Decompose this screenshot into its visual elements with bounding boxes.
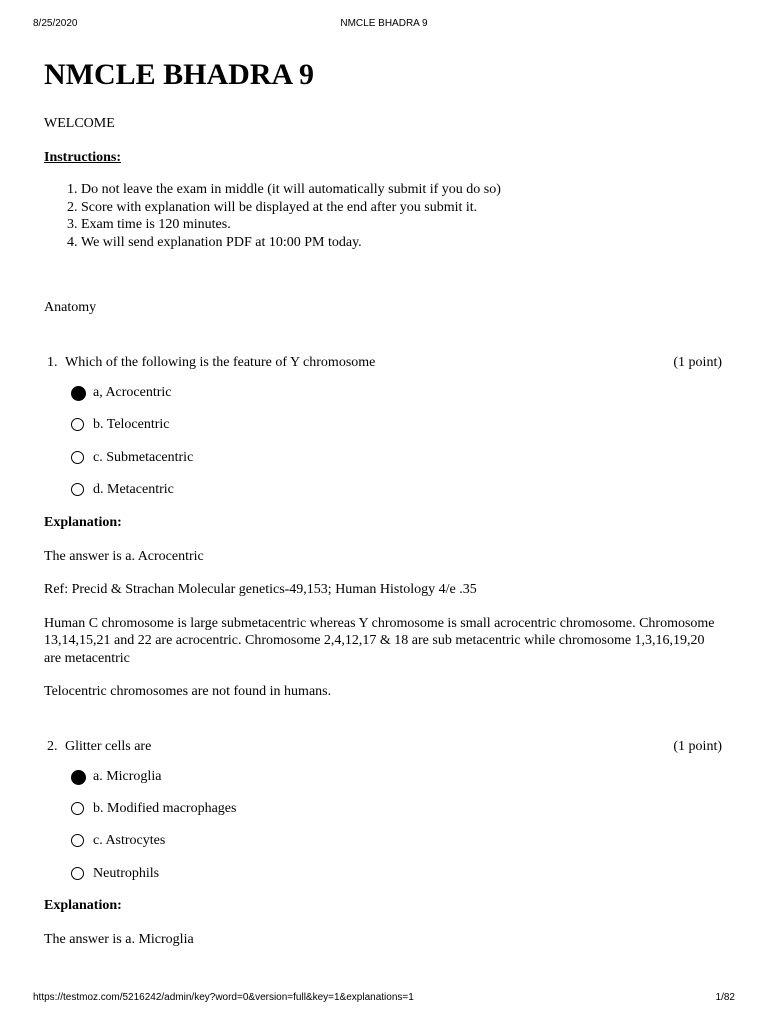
answer-options	[44, 384, 724, 514]
answer-option[interactable]	[44, 449, 724, 481]
explanation-paragraph: Telocentric chromosomes are not found in humans.	[44, 684, 332, 700]
radio-empty-icon[interactable]	[71, 802, 84, 815]
radio-empty-icon[interactable]	[71, 418, 84, 431]
instruction-item: 3. Exam time is 120 minutes.	[81, 216, 724, 234]
explanation-paragraph: Ref: Precid & Strachan Molecular genetics-49,153; Human Histology 4/e .35	[44, 582, 477, 598]
option-label: b. Telocentric	[93, 417, 170, 433]
question-points: (1 point)	[673, 738, 722, 754]
answer-option[interactable]	[44, 384, 724, 416]
explanation-heading: Explanation:	[44, 898, 122, 914]
answer-options	[44, 768, 724, 898]
radio-empty-icon[interactable]	[71, 867, 84, 880]
instruction-item: 4. We will send explanation PDF at 10:00 PM today.	[81, 234, 724, 252]
option-label: a. Microglia	[93, 768, 162, 784]
explanation-paragraph: The answer is a. Acrocentric	[44, 548, 204, 564]
option-label: a, Acrocentric	[93, 385, 172, 400]
explanation-paragraph: The answer is a. Microglia	[44, 932, 194, 948]
instructions-heading: Instructions:	[44, 150, 122, 165]
section-title: Anatomy	[44, 300, 97, 315]
radio-selected-icon[interactable]	[71, 770, 86, 785]
explanation-paragraph: Human C chromosome is large submetacentric whereas Y chromosome is small acrocentric chromosome. Chromosome 13,14,15,21 and 22 are acrocentric. Chromosome 2,4,12,17 & 18 are sub metacentric while chromosome 1,3,16,19,20 are metacentric	[44, 615, 715, 666]
instruction-item: 2. Score with explanation will be displayed at the end after you submit it.	[81, 199, 724, 217]
answer-option[interactable]	[44, 416, 724, 448]
exam-content	[44, 55, 724, 949]
print-header	[33, 18, 735, 32]
answer-option[interactable]	[44, 768, 724, 800]
welcome-text: WELCOME	[44, 116, 115, 131]
question-points: (1 point)	[673, 355, 722, 370]
radio-empty-icon[interactable]	[71, 451, 84, 464]
option-label: c. Astrocytes	[93, 833, 166, 849]
question-row	[44, 738, 724, 756]
question-2	[44, 738, 724, 949]
question-row	[44, 354, 724, 372]
question-number: 2.	[47, 738, 58, 754]
question-1	[44, 354, 724, 701]
print-page-number: 1/82	[715, 992, 735, 1003]
radio-empty-icon[interactable]	[71, 483, 84, 496]
question-text: Which of the following is the feature of Y chromosome	[65, 355, 376, 370]
explanation-heading: Explanation:	[44, 514, 122, 530]
radio-selected-icon[interactable]	[71, 386, 86, 401]
print-footer	[33, 992, 735, 1006]
radio-empty-icon[interactable]	[71, 834, 84, 847]
instruction-item: 1. Do not leave the exam in middle (it will automatically submit if you do so)	[81, 181, 724, 199]
answer-option[interactable]	[44, 481, 724, 513]
instructions-list	[44, 181, 724, 251]
print-date: 8/25/2020	[33, 18, 78, 29]
question-text: Glitter cells are	[65, 738, 152, 754]
option-label: Neutrophils	[93, 865, 160, 881]
answer-option[interactable]	[44, 832, 724, 864]
question-number: 1.	[47, 355, 58, 370]
print-title: NMCLE BHADRA 9	[340, 18, 428, 29]
page-title: NMCLE BHADRA 9	[44, 58, 315, 91]
option-label: d. Metacentric	[93, 482, 174, 498]
print-url: https://testmoz.com/5216242/admin/key?word=0&version=full&key=1&explanations=1	[33, 992, 414, 1003]
answer-option[interactable]	[44, 800, 724, 832]
answer-option[interactable]	[44, 865, 724, 897]
option-label: b. Modified macrophages	[93, 800, 237, 816]
option-label: c. Submetacentric	[93, 449, 194, 465]
